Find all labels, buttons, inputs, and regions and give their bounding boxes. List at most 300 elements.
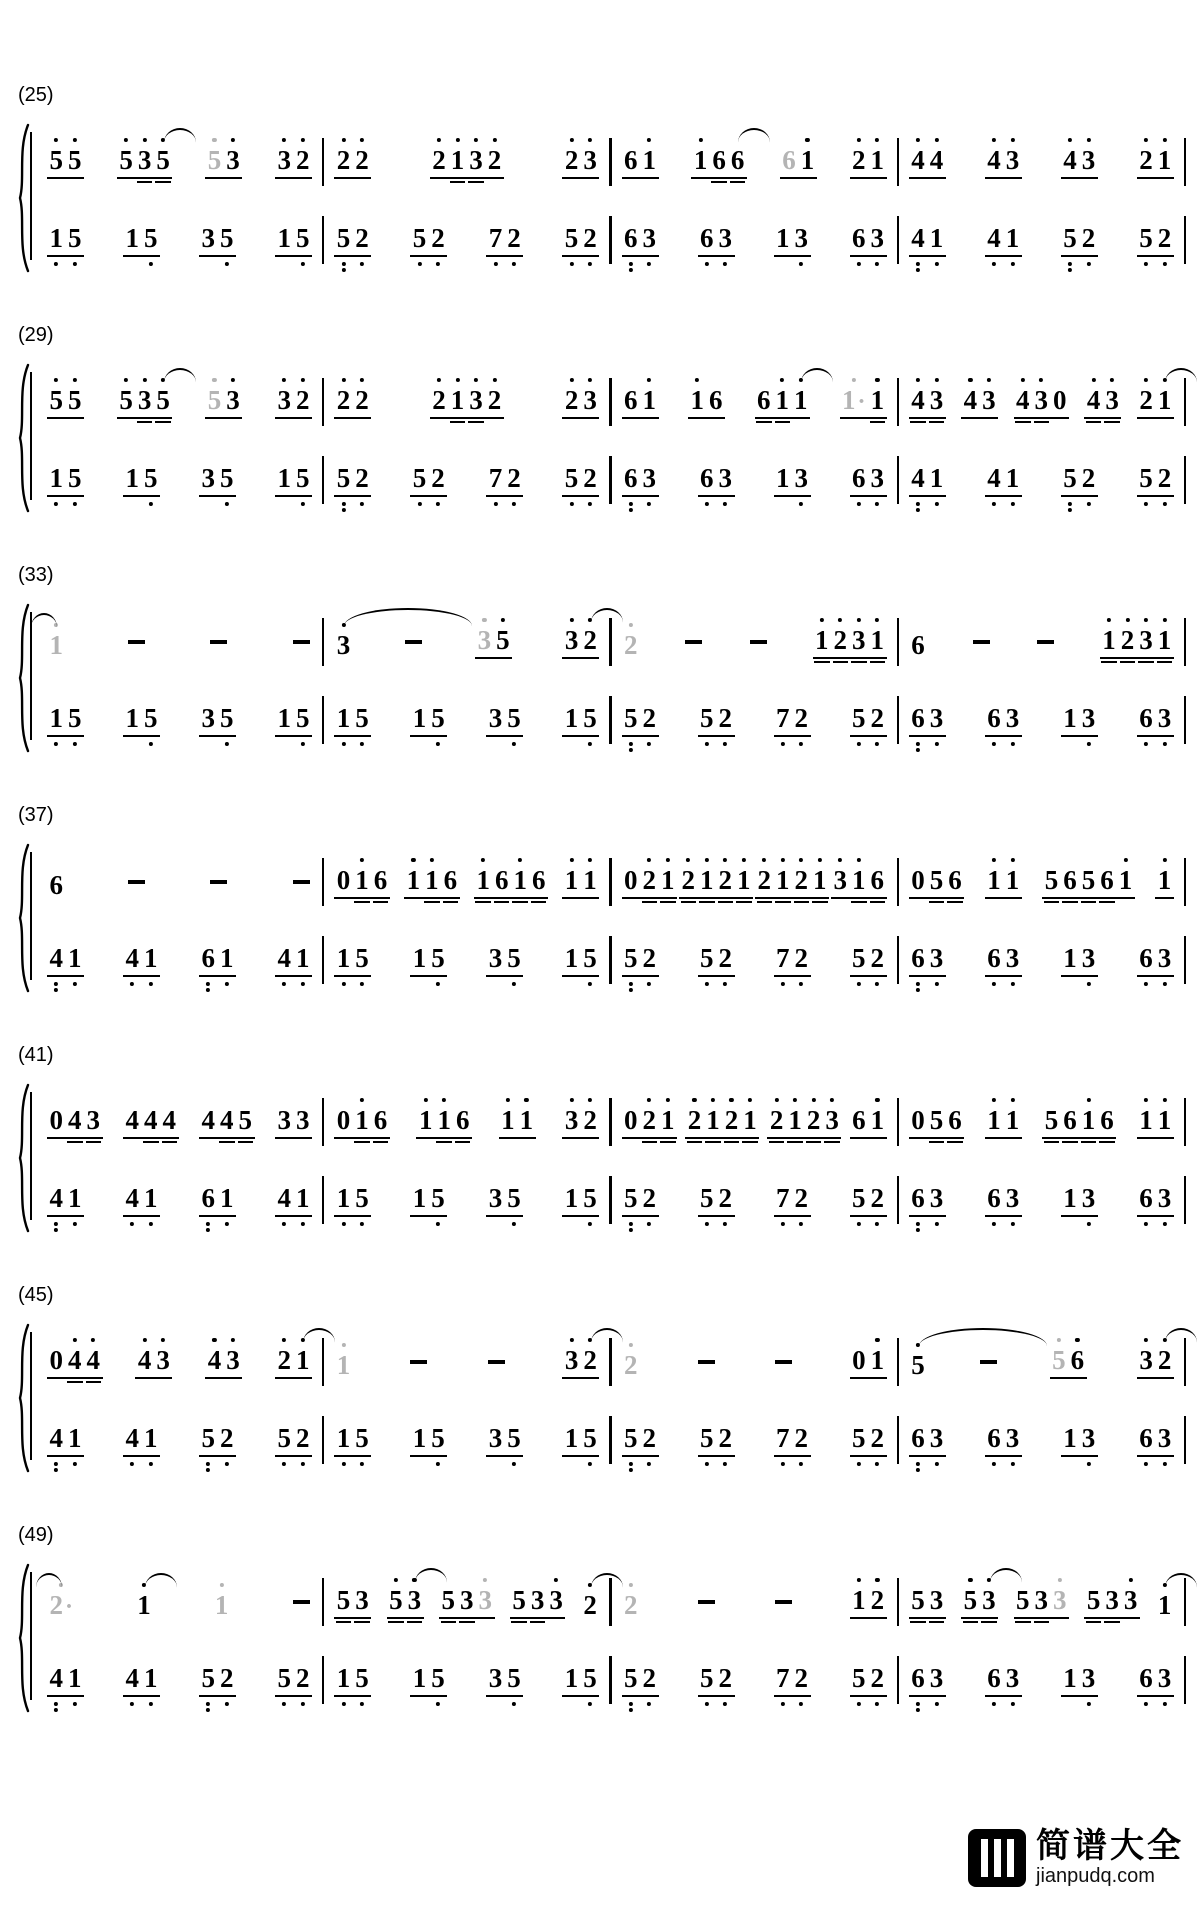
note-digit: 5	[355, 1183, 369, 1213]
measure	[899, 387, 1184, 434]
watermark[interactable]	[968, 1825, 1184, 1888]
note	[163, 1107, 177, 1134]
note-digit: 2	[870, 943, 885, 973]
note	[565, 465, 579, 492]
note	[815, 627, 829, 654]
note-digit: 1	[336, 943, 351, 973]
note	[144, 225, 158, 252]
beam-group	[410, 465, 447, 497]
note-digit: 3	[982, 1585, 996, 1615]
octave-dot-above	[729, 1098, 733, 1102]
note	[278, 945, 292, 972]
tie-arc	[738, 128, 770, 144]
octave-dot-below	[723, 1702, 727, 1706]
note-digit: 4	[1016, 385, 1030, 415]
note	[565, 945, 579, 972]
sixteenth-underline	[929, 421, 945, 423]
note	[930, 1107, 944, 1134]
note	[852, 1107, 866, 1134]
melody-staff	[37, 596, 1186, 674]
note-digit: 2	[355, 145, 369, 175]
beam-group	[562, 1425, 599, 1457]
octave-dot-above	[968, 378, 972, 382]
note	[68, 1665, 82, 1692]
note	[698, 1592, 715, 1619]
beam-group	[1050, 1347, 1087, 1379]
note-digit: 6	[700, 463, 714, 493]
octave-dot-below	[73, 262, 77, 266]
octave-dot-below	[301, 982, 305, 986]
note-digit: 5	[336, 1585, 351, 1615]
beam-group	[562, 1107, 599, 1139]
note-digit: 5	[700, 1423, 714, 1453]
note	[1158, 387, 1172, 414]
octave-dot-below	[54, 1222, 58, 1226]
note	[278, 225, 292, 252]
octave-dot-below	[916, 1708, 920, 1712]
note	[278, 1425, 292, 1452]
note	[624, 387, 638, 414]
melody-staff	[37, 1316, 1186, 1394]
note	[126, 225, 140, 252]
note-digit: 1	[700, 865, 714, 895]
grand-staff	[14, 1556, 1186, 1714]
sixteenth-underline	[441, 1621, 457, 1623]
sixteenth-underline	[963, 1621, 979, 1623]
octave-dot-below	[934, 742, 938, 746]
note	[144, 705, 158, 732]
beam-group	[430, 147, 504, 179]
note	[565, 867, 579, 894]
note-digit: 5	[852, 1183, 866, 1213]
staff-brace-icon	[14, 602, 30, 754]
note	[1063, 465, 1077, 492]
note-digit: 5	[1063, 223, 1077, 253]
beam-group	[334, 1107, 390, 1139]
note	[719, 945, 733, 972]
note	[87, 1107, 101, 1134]
sixteenth-underline	[1120, 661, 1136, 663]
octave-dot-above	[781, 858, 785, 862]
note-digit: 1	[1005, 223, 1020, 253]
octave-dot-above	[360, 858, 364, 862]
note-digit: 4	[1086, 385, 1101, 415]
note	[852, 225, 866, 252]
measure	[37, 225, 322, 272]
beam-group	[622, 1592, 641, 1619]
note	[68, 387, 82, 414]
octave-dot-below	[149, 1222, 153, 1226]
note-digit: 1	[693, 145, 708, 175]
note-digit: 5	[68, 145, 82, 175]
note	[987, 1425, 1001, 1452]
octave-dot-below	[512, 982, 516, 986]
note-digit: 5	[156, 385, 170, 415]
measure	[37, 705, 322, 752]
sustain-dash	[1037, 632, 1054, 659]
note-digit: 5	[1044, 1105, 1059, 1135]
note-digit: 6	[1100, 1105, 1114, 1135]
rest: 0	[336, 1105, 351, 1135]
note	[413, 1185, 427, 1212]
octave-dot-below	[916, 502, 920, 506]
note	[226, 387, 240, 414]
note-digit: 1	[815, 625, 829, 655]
octave-dot-below	[512, 1222, 516, 1226]
note-digit: 4	[911, 223, 925, 253]
octave-dot-above	[1144, 1338, 1148, 1342]
beam-group	[334, 705, 371, 737]
measure	[37, 1592, 322, 1634]
sixteenth-underline	[1081, 901, 1097, 903]
note	[1006, 1425, 1020, 1452]
octave-dot-above	[455, 138, 459, 142]
note-digit: 2	[642, 1105, 656, 1135]
beam-group	[47, 1425, 84, 1457]
note-digit: 2	[642, 1663, 656, 1693]
octave-dot-below	[512, 262, 516, 266]
note	[698, 1352, 715, 1379]
sixteenth-underline	[742, 1141, 758, 1143]
sustain-dash	[685, 632, 702, 659]
note-digit: 2	[624, 1590, 638, 1620]
note-digit: 1	[355, 865, 369, 895]
note	[842, 387, 866, 414]
rest: 0	[624, 1105, 638, 1135]
note-digit: 1	[800, 145, 815, 175]
note	[1119, 867, 1133, 894]
note	[852, 867, 866, 894]
octave-dot-below	[857, 1702, 861, 1706]
note-digit: 5	[1081, 865, 1096, 895]
note-digit: 6	[730, 145, 745, 175]
note	[987, 1107, 1001, 1134]
note	[682, 867, 696, 894]
octave-dot-below	[857, 1222, 861, 1226]
octave-dot-above	[916, 138, 920, 142]
note-digit: 2	[583, 463, 597, 493]
note-digit: 5	[1139, 463, 1153, 493]
beam-group	[475, 627, 512, 659]
sixteenth-underline	[450, 421, 466, 423]
note	[871, 945, 885, 972]
note-digit: 3	[156, 1345, 170, 1375]
note-digit: 6	[1070, 1345, 1085, 1375]
measure	[324, 1185, 609, 1232]
octave-dot-below	[1144, 1702, 1148, 1706]
note	[911, 945, 925, 972]
note-digit: 6	[911, 1183, 925, 1213]
beam-group	[334, 225, 371, 257]
octave-dot-above	[799, 858, 803, 862]
beam-group	[985, 1107, 1022, 1139]
sixteenth-underline	[86, 1381, 102, 1383]
note	[1121, 627, 1135, 654]
octave-dot-above	[1010, 138, 1014, 142]
octave-dot-above	[588, 138, 592, 142]
system	[0, 324, 1200, 514]
octave-dot-above	[875, 1338, 879, 1342]
note	[776, 387, 790, 414]
octave-dot-above	[875, 378, 879, 382]
note	[202, 225, 216, 252]
sixteenth-underline	[1062, 1141, 1078, 1143]
note-digit: 2	[642, 865, 656, 895]
octave-dot-above	[588, 1098, 592, 1102]
note	[1158, 1592, 1172, 1619]
octave-dot-below	[916, 982, 920, 986]
sixteenth-underline	[769, 1141, 785, 1143]
note	[296, 387, 310, 414]
beam-group	[581, 1592, 600, 1619]
octave-dot-below	[934, 1222, 938, 1226]
octave-dot-below	[992, 502, 996, 506]
note	[1158, 1347, 1172, 1374]
beam-group	[909, 1587, 946, 1619]
note-digit: 7	[776, 703, 790, 733]
note-digit: 2	[794, 943, 809, 973]
octave-dot-below	[647, 982, 651, 986]
beam-group	[850, 147, 887, 179]
sustain-dash	[293, 872, 310, 899]
tie-arc	[1165, 1328, 1197, 1344]
note	[871, 387, 885, 414]
note	[126, 1107, 140, 1134]
note	[432, 387, 446, 414]
octave-dot-below	[54, 1468, 58, 1472]
note-digit: 1	[412, 943, 427, 973]
note	[719, 1665, 733, 1692]
octave-dot-above	[647, 138, 651, 142]
note-digit: 6	[852, 223, 866, 253]
system	[0, 1524, 1200, 1714]
octave-dot-below	[799, 742, 803, 746]
octave-dot-below	[629, 508, 633, 512]
rest: 0	[852, 1345, 866, 1375]
beam-group	[772, 1592, 794, 1619]
beam-group	[985, 1425, 1022, 1457]
note	[431, 945, 445, 972]
note	[520, 1107, 534, 1134]
note	[337, 945, 351, 972]
note	[719, 1185, 733, 1212]
note	[489, 465, 503, 492]
note-digit: 6	[870, 865, 885, 895]
beam-group	[123, 225, 160, 257]
note-digit: 6	[911, 1663, 925, 1693]
note-digit: 1	[870, 1345, 885, 1375]
accompaniment-staff	[37, 194, 1186, 272]
sixteenth-underline	[455, 1141, 471, 1143]
note	[973, 632, 990, 659]
note-digit: 2	[431, 223, 445, 253]
sixteenth-underline	[910, 1621, 926, 1623]
note	[911, 387, 925, 414]
note	[389, 1587, 403, 1614]
sixteenth-underline	[443, 901, 459, 903]
octave-dot-below	[934, 502, 938, 506]
sustain-dash	[980, 1352, 997, 1379]
octave-dot-above	[437, 378, 441, 382]
note-digit: 1	[1157, 865, 1172, 895]
octave-dot-below	[799, 1462, 803, 1466]
note-digit: 5	[277, 1423, 292, 1453]
note	[278, 1107, 292, 1134]
note	[757, 387, 771, 414]
note	[987, 867, 1001, 894]
note-digit: 1	[661, 1105, 675, 1135]
note	[68, 1425, 82, 1452]
note	[495, 867, 509, 894]
octave-dot-above	[838, 858, 842, 862]
sixteenth-underline	[718, 901, 734, 903]
octave-dot-below	[629, 262, 633, 266]
beam-group	[126, 632, 148, 659]
note	[202, 1185, 216, 1212]
note-digit: 1	[277, 463, 292, 493]
note-digit: 5	[49, 145, 63, 175]
octave-dot-below	[629, 1228, 633, 1232]
note-digit: 2	[833, 625, 848, 655]
beam-group	[387, 1587, 424, 1619]
octave-dot-below	[723, 1462, 727, 1466]
beam-group	[410, 705, 447, 737]
accompaniment-staff	[37, 1394, 1186, 1472]
sixteenth-underline	[724, 1141, 740, 1143]
note	[964, 387, 978, 414]
note	[1053, 387, 1067, 414]
sixteenth-underline	[219, 1141, 235, 1143]
note-digit: 1	[706, 1105, 720, 1135]
sixteenth-underline	[336, 1621, 352, 1623]
grand-staff	[14, 1316, 1186, 1474]
note	[489, 1665, 503, 1692]
system	[0, 84, 1200, 274]
note-digit: 5	[929, 1105, 944, 1135]
note-digit: 7	[776, 1423, 790, 1453]
note	[50, 1107, 64, 1134]
note	[208, 1347, 222, 1374]
note	[661, 867, 675, 894]
note	[1139, 1665, 1153, 1692]
note-digit: 1	[513, 865, 527, 895]
note-digit: 2	[624, 630, 638, 660]
note	[709, 387, 723, 414]
note-digit: 5	[336, 223, 351, 253]
beam-group	[909, 1425, 946, 1457]
octave-dot-below	[301, 262, 305, 266]
measure	[37, 1185, 322, 1232]
octave-dot-above	[492, 378, 496, 382]
note	[210, 872, 227, 899]
note	[1158, 147, 1172, 174]
octave-dot-below	[206, 1228, 210, 1232]
octave-dot-below	[341, 1462, 345, 1466]
note-digit: 1	[987, 1105, 1001, 1135]
note	[293, 1592, 310, 1619]
note	[1006, 1107, 1020, 1134]
octave-dot-above	[723, 858, 727, 862]
note-digit: 2	[718, 865, 733, 895]
note	[507, 945, 521, 972]
beam-group	[47, 1185, 84, 1217]
octave-dot-above	[1162, 138, 1166, 142]
note	[293, 872, 310, 899]
octave-dot-below	[73, 1462, 77, 1466]
note-digit: 3	[530, 1585, 545, 1615]
note	[624, 632, 638, 659]
measure	[612, 867, 897, 914]
note	[911, 867, 925, 894]
note	[413, 1665, 427, 1692]
note	[852, 1425, 866, 1452]
octave-dot-below	[436, 742, 440, 746]
octave-dot-below	[1010, 1702, 1014, 1706]
sixteenth-underline	[910, 421, 926, 423]
note-digit: 1	[220, 943, 234, 973]
sustain-dash	[293, 632, 310, 659]
beam-group	[275, 1347, 312, 1379]
note-digit: 1	[437, 1105, 451, 1135]
note	[795, 1665, 809, 1692]
octave-dot-below	[1144, 262, 1148, 266]
staves	[30, 1076, 1186, 1234]
octave-dot-above	[857, 618, 861, 622]
note	[565, 1185, 579, 1212]
note-digit: 3	[825, 1105, 839, 1135]
note-digit: 5	[296, 463, 310, 493]
note	[776, 705, 790, 732]
measure	[899, 867, 1184, 914]
octave-dot-below	[1144, 1222, 1148, 1226]
octave-dot-below	[629, 268, 633, 272]
note	[68, 1107, 82, 1134]
octave-dot-below	[54, 1228, 58, 1232]
note-digit: 5	[220, 703, 234, 733]
note	[431, 225, 445, 252]
measure	[899, 705, 1184, 752]
note	[296, 1425, 310, 1452]
octave-dot-below	[992, 262, 996, 266]
note	[565, 627, 579, 654]
note	[507, 705, 521, 732]
note	[337, 1425, 351, 1452]
sixteenth-underline	[711, 181, 727, 183]
rest: 0	[624, 865, 638, 895]
note-digit: 6	[201, 943, 216, 973]
octave-dot-below	[588, 1462, 592, 1466]
tie-arc	[145, 1573, 177, 1589]
note	[911, 1587, 925, 1614]
octave-dot-below	[54, 1702, 58, 1706]
note-digit: 2	[794, 1423, 809, 1453]
note	[355, 705, 369, 732]
octave-dot-below	[360, 502, 364, 506]
note	[930, 867, 944, 894]
note	[50, 632, 64, 659]
sixteenth-underline	[642, 901, 658, 903]
beam-group	[909, 225, 946, 257]
note	[488, 147, 502, 174]
beam-group	[275, 465, 312, 497]
octave-dot-below	[705, 1462, 709, 1466]
octave-dot-below	[916, 742, 920, 746]
beam-group	[404, 867, 460, 899]
sixteenth-underline	[86, 1141, 102, 1143]
note	[712, 147, 726, 174]
note	[413, 705, 427, 732]
octave-dot-below	[1162, 1702, 1166, 1706]
